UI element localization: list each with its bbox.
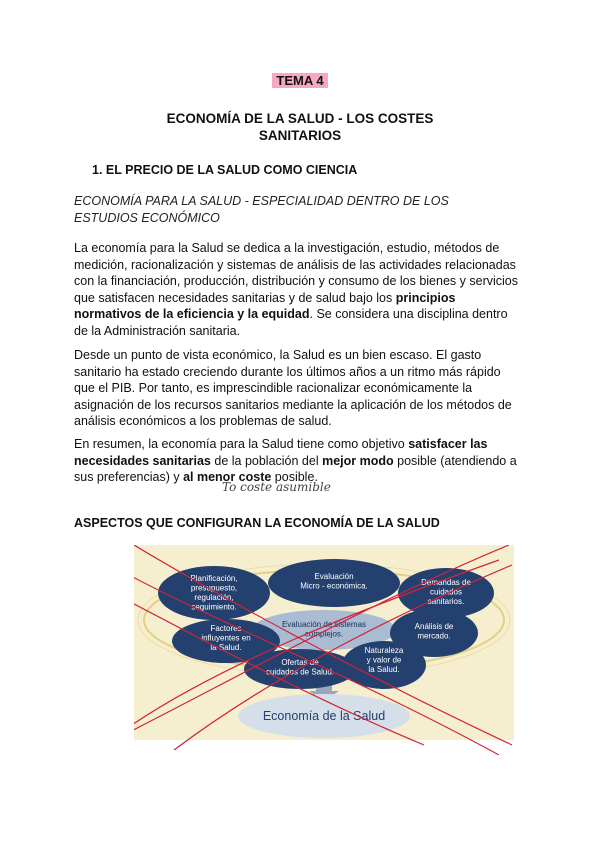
p3-text-g: posible. (271, 470, 318, 485)
node-label-n4: influyentes en (201, 633, 251, 643)
paragraph-1 (74, 240, 522, 340)
node-label-n3: sanitarios. (427, 597, 465, 606)
p3-text-a: En resumen, la economía para la Salud tiene como objetivo (74, 437, 409, 451)
handwritten-note: To coste asumible (222, 480, 331, 494)
node-label-n2: Evaluación (314, 572, 354, 581)
node-label-n8: la Salud. (368, 665, 400, 674)
p3-text-c: de la población del (210, 453, 323, 468)
subtitle-line-2: ESTUDIOS ECONÓMICO (74, 211, 220, 225)
title-line-1: ECONOMÍA DE LA SALUD - LOS COSTES (166, 111, 434, 126)
node-label-n3: Demandas de (421, 578, 471, 587)
base-label: Economía de la Salud (262, 709, 386, 723)
p3-bold-3: al menor coste (183, 470, 272, 485)
node-label-n5: Evaluación de sistemas (281, 620, 367, 629)
title-line-2: SANITARIOS (258, 128, 342, 143)
node-label-n2: Micro - económica. (300, 581, 368, 591)
node-label-n4: la Salud. (210, 643, 242, 652)
p3-bold-1: satisfacer las necesidades sanitarias (74, 437, 488, 468)
p3-text-e: posible (atendiendo a sus preferencias) y (74, 453, 517, 485)
paragraph-3 (74, 436, 522, 486)
node-label-n6: Análisis de (414, 622, 454, 631)
section-subtitle (74, 193, 474, 227)
node-label-n1: Planificación, (190, 574, 238, 583)
section-heading-2: ASPECTOS QUE CONFIGURAN LA ECONOMÍA DE LA SALUD (74, 516, 440, 530)
node-label-n5: complejos. (304, 629, 344, 639)
p1-text-a: La economía para la Salud se dedica a la investigación, estudio, métodos de medición, racionalización y sistemas de análisis de las actividades relacionadas con la financiación, producción, distribución y consumo de los bienes y servicios que satisfacen necesidades sanitarias y de salud bajo los (74, 241, 518, 305)
node-label-n7: cuidados de Salud. (265, 667, 335, 677)
p1-bold: principios normativos de la eficiencia y la equidad (74, 290, 456, 322)
node-label-n6: mercado. (417, 631, 451, 641)
section-heading-1: 1. EL PRECIO DE LA SALUD COMO CIENCIA (92, 163, 358, 177)
node-label-n1: regulación, (194, 593, 234, 602)
health-economics-diagram (134, 545, 514, 755)
topic-highlight: TEMA 4 (272, 73, 327, 88)
p3-bold-2: mejor modo (322, 453, 394, 468)
topic-label (0, 73, 600, 88)
node-label-n4: Factores (210, 624, 242, 633)
node-label-n3: cuidados (429, 587, 463, 597)
p1-text-c: . Se considera una disciplina dentro de la Administración sanitaria. (74, 307, 508, 338)
document-title (0, 110, 600, 144)
node-label-n1: presupuesto, (190, 583, 238, 593)
node-label-n7: Ofertas de (281, 658, 319, 667)
node-label-n8: y valor de (366, 655, 402, 665)
node-label-n1: seguimiento. (191, 602, 237, 612)
paragraph-2: Desde un punto de vista económico, la Salud es un bien escaso. El gasto sanitario ha estado creciendo durante los últimos años a un ritmo más rápido que el PIB. Por tanto, es imprescindible racionalizar económicamente la asignación de los recursos sanitarios mediante la aplicación de los métodos de análisis económicos a los problemas de salud. (74, 348, 512, 429)
subtitle-line-1: ECONOMÍA PARA LA SALUD - ESPECIALIDAD DENTRO DE LOS (74, 194, 449, 208)
node-label-n8: Naturaleza (364, 646, 404, 655)
